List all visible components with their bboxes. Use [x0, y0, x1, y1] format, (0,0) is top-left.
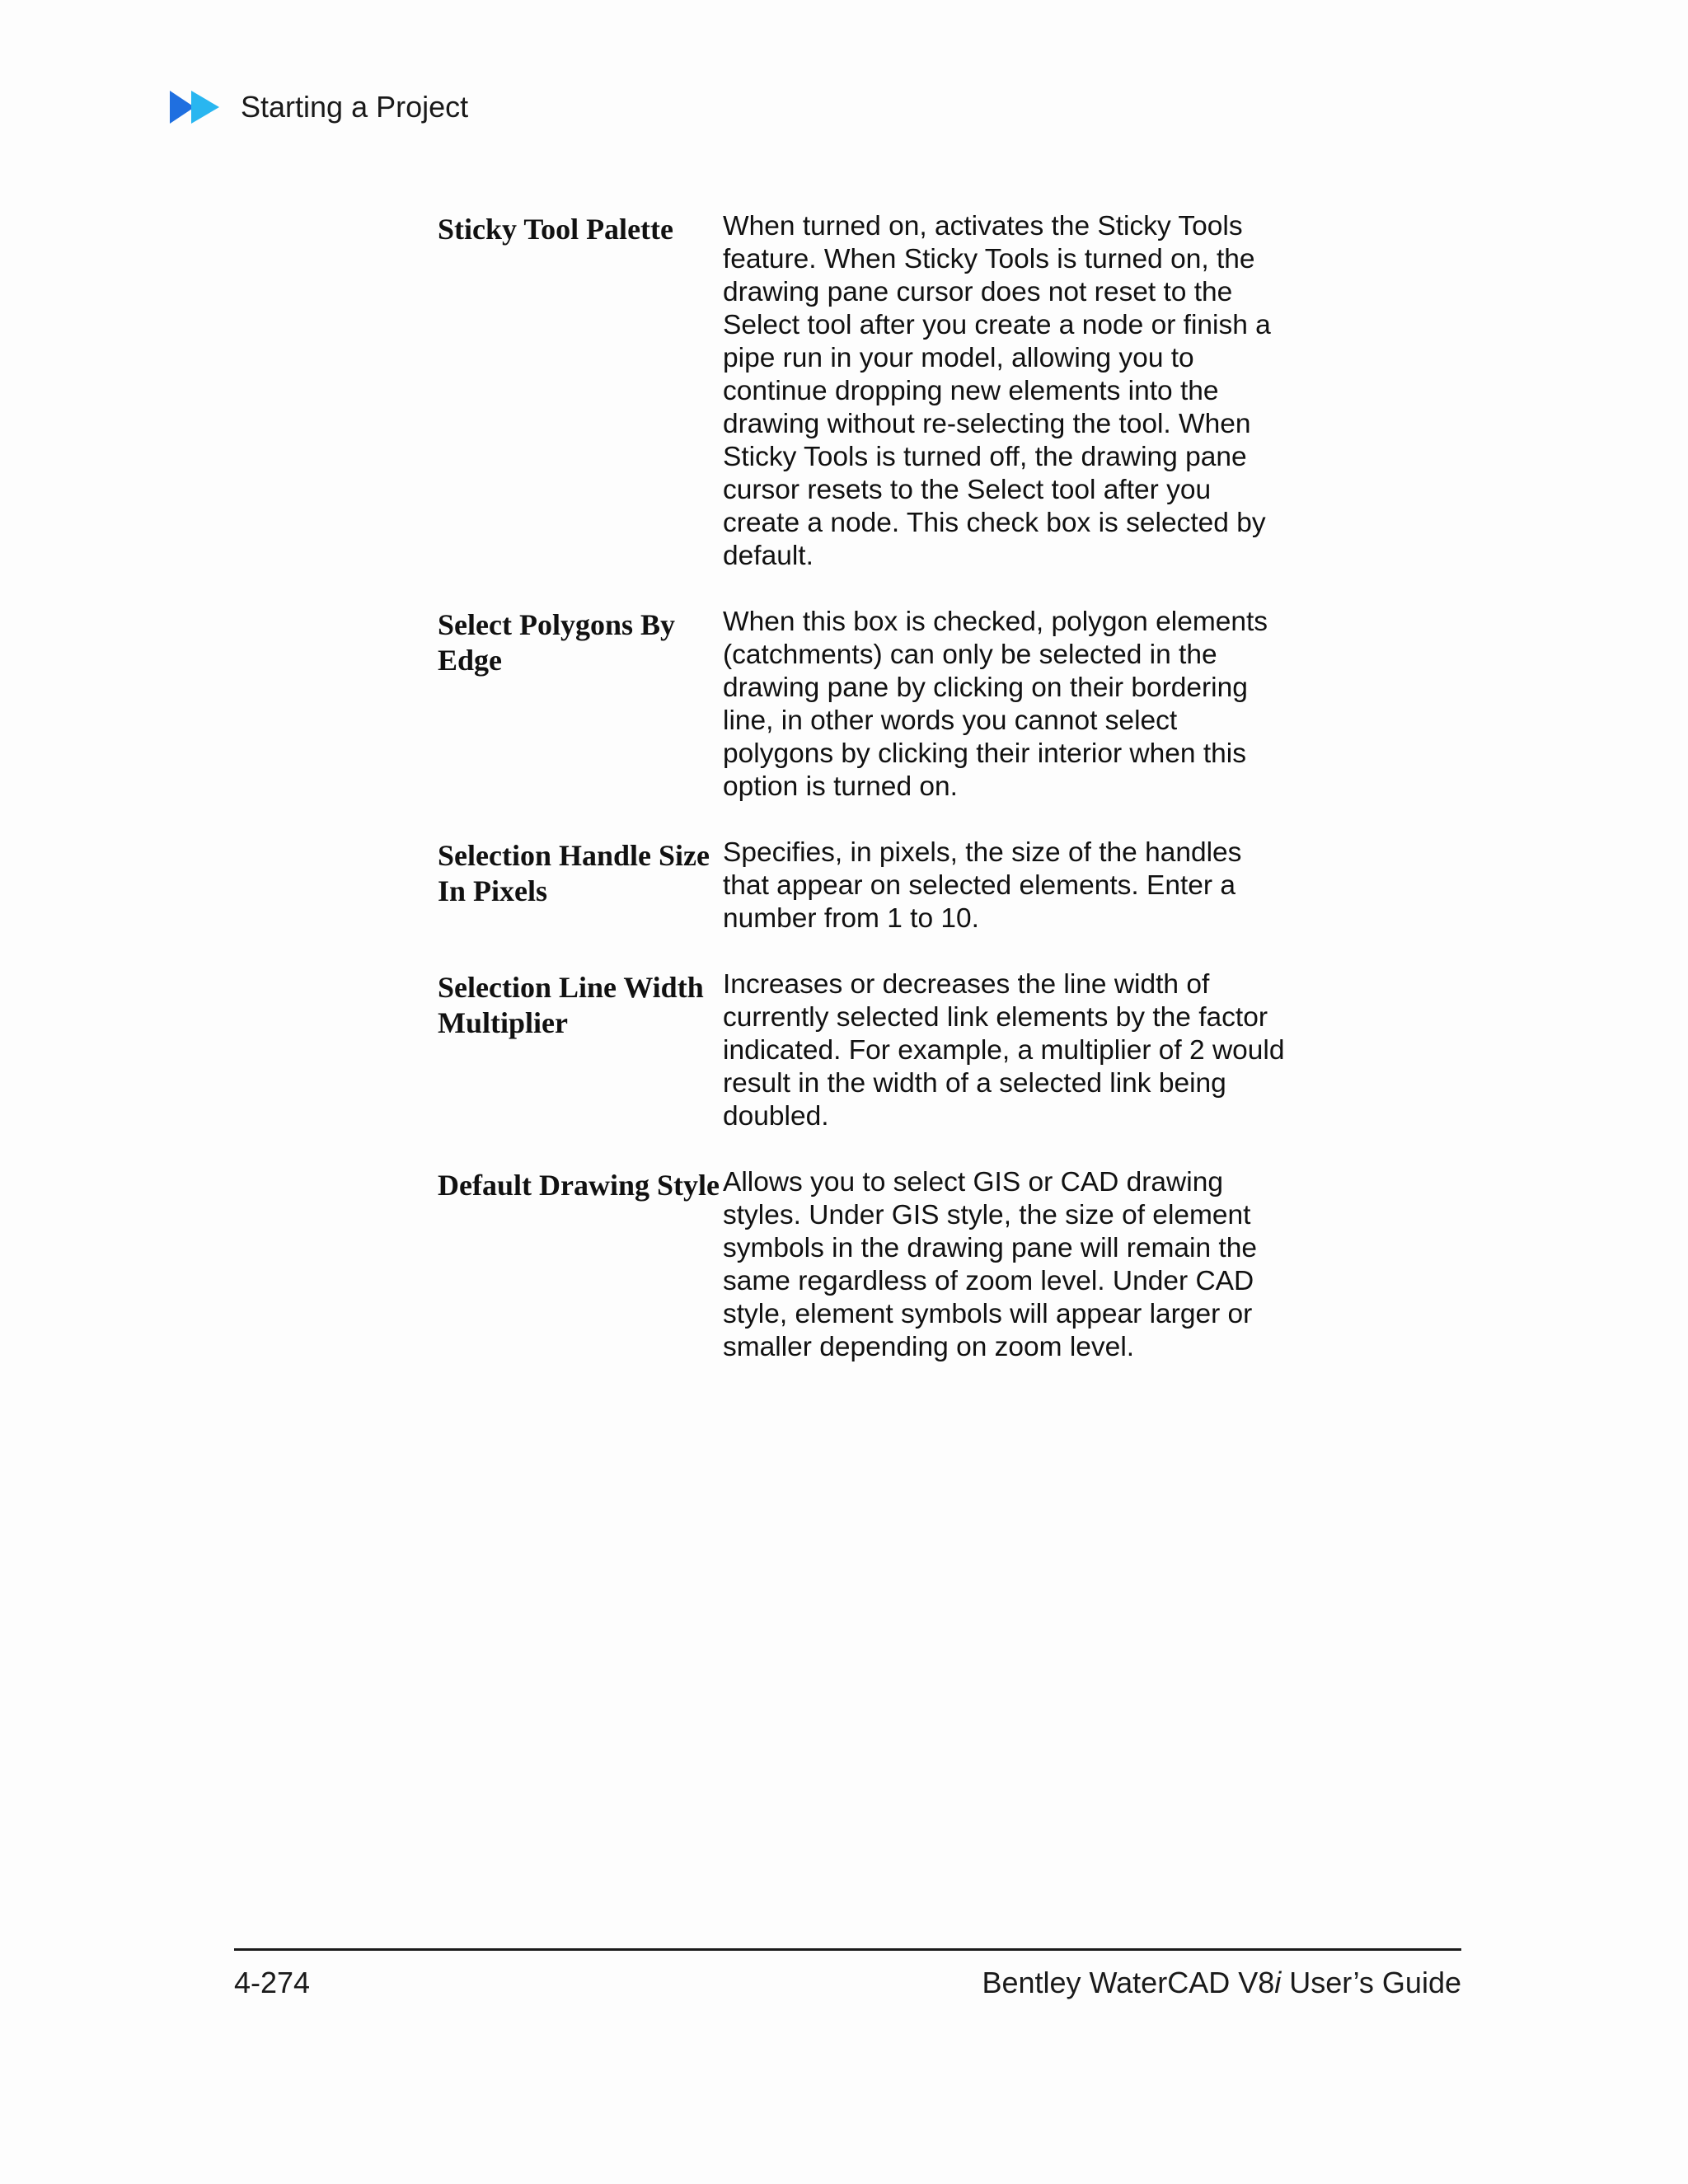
- page-number: 4-274: [234, 1966, 311, 1999]
- definition-term: Sticky Tool Palette: [438, 213, 673, 246]
- definition-row: [438, 1166, 1287, 1364]
- section-title: Starting a Project: [241, 90, 469, 124]
- definition-term: Selection Line Width Multiplier: [438, 971, 704, 1039]
- guide-title: [982, 1966, 1461, 2000]
- definition-description: Increases or decreases the line width of currently selected link elements by the factor indicated. For example, a multiplier of 2 would result in the width of a selected link being doubled.: [723, 969, 1285, 1132]
- definition-row: [438, 837, 1287, 935]
- definition-row: [438, 968, 1287, 1133]
- definition-description: When turned on, activates the Sticky Tools feature. When Sticky Tools is turned on, the drawing pane cursor does not reset to the Select tool after you create a node or finish a pipe run in your model, allowing you to continue dropping new elements into the drawing without re-selecting the tool. When Sticky Tools is turned off, the drawing pane cursor resets to the Select tool after you create a node. This check box is selected by default.: [723, 211, 1271, 571]
- definition-list: [438, 210, 1287, 1397]
- definition-term: Default Drawing Style: [438, 1169, 720, 1202]
- definition-row: [438, 606, 1287, 804]
- page-header: [170, 89, 468, 125]
- double-chevron-right-icon: [170, 89, 221, 125]
- definition-term: Selection Handle Size In Pixels: [438, 839, 710, 907]
- footer-divider: [234, 1948, 1461, 1951]
- definition-description: Allows you to select GIS or CAD drawing styles. Under GIS style, the size of element symbols in the drawing pane will remain the same regardless of zoom level. Under CAD style, element symbols will appear larger or smaller depending on zoom level.: [723, 1167, 1257, 1362]
- definition-description: When this box is checked, polygon elements (catchments) can only be selected in the drawing pane by clicking on their bordering line, in other words you cannot select polygons by clicking their interior when this option is turned on.: [723, 607, 1268, 802]
- guide-title-prefix: Bentley WaterCAD V8: [982, 1966, 1275, 1999]
- definition-term: Select Polygons By Edge: [438, 608, 675, 677]
- definition-description: Specifies, in pixels, the size of the handles that appear on selected elements. Enter a number from 1 to 10.: [723, 837, 1242, 934]
- guide-title-italic: i: [1274, 1966, 1282, 1999]
- guide-title-suffix: User’s Guide: [1281, 1966, 1461, 1999]
- definition-row: [438, 210, 1287, 573]
